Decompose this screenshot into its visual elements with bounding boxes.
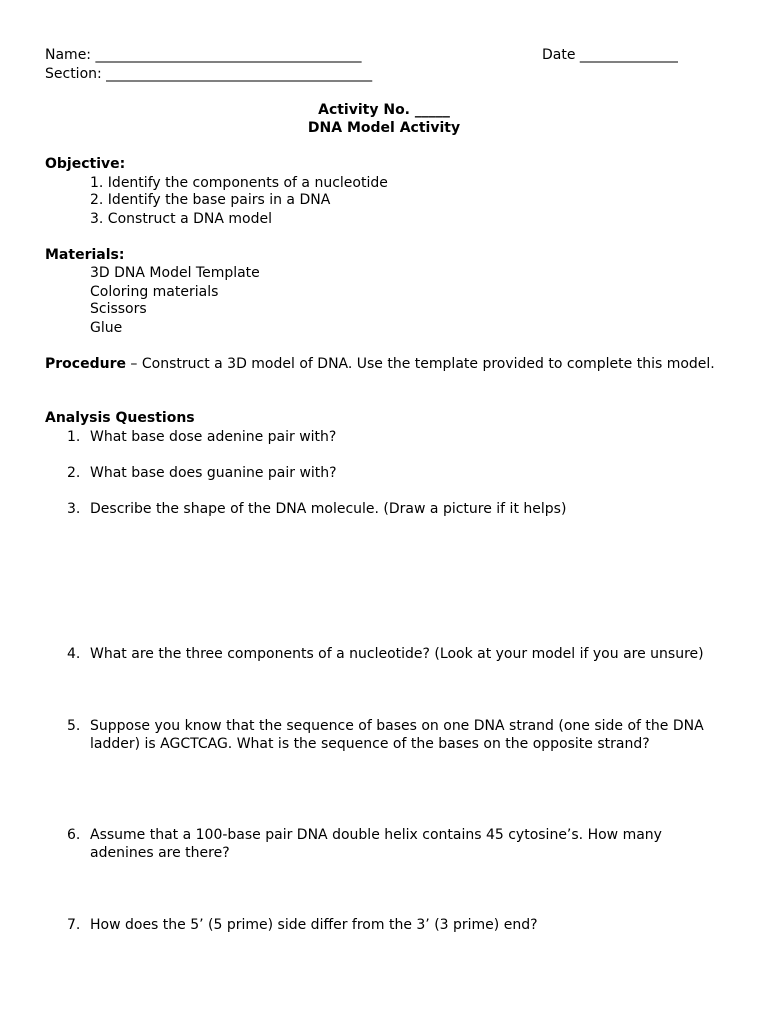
question-number: 4. [67, 646, 81, 662]
name-line: Name: ______________________________________ [45, 47, 362, 63]
analysis-heading: Analysis Questions [45, 410, 195, 426]
date-line: Date ______________ [542, 47, 678, 63]
question-text: What base dose adenine pair with? [90, 429, 337, 445]
material-item: Scissors [90, 301, 147, 317]
question-text: Suppose you know that the sequence of bases on one DNA strand (one side of the DNA ladder) is AGCTCAG. What is the sequence of the bases on the opposite strand? [90, 718, 704, 752]
question-number: 6. [67, 827, 81, 843]
materials-heading: Materials: [45, 247, 125, 263]
objective-item: 1. Identify the components of a nucleotide [90, 175, 388, 191]
objective-item: 3. Construct a DNA model [90, 211, 272, 227]
material-item: Coloring materials [90, 284, 219, 300]
objective-item: 2. Identify the base pairs in a DNA [90, 192, 331, 208]
material-item: Glue [90, 320, 123, 336]
procedure-text: – Construct a 3D model of DNA. Use the template provided to complete this model. [125, 356, 715, 372]
section-line: Section: ______________________________________ [45, 66, 373, 82]
question-text: Describe the shape of the DNA molecule. (Draw a picture if it helps) [90, 501, 567, 517]
procedure-paragraph [45, 355, 725, 373]
question-text: What are the three components of a nucleotide? (Look at your model if you are unsure) [90, 646, 704, 662]
question-number: 2. [67, 465, 81, 481]
objective-heading: Objective: [45, 156, 126, 172]
procedure-heading: Procedure [45, 356, 126, 372]
question-number: 3. [67, 501, 81, 517]
question-text: How does the 5’ (5 prime) side differ from the 3’ (3 prime) end? [90, 917, 538, 933]
question-number: 7. [67, 917, 81, 933]
activity-title: DNA Model Activity [307, 120, 461, 136]
question-number: 5. [67, 718, 81, 734]
question-text: Assume that a 100-base pair DNA double helix contains 45 cytosine’s. How many adenines are there? [90, 827, 662, 861]
material-item: 3D DNA Model Template [90, 265, 260, 281]
question-number: 1. [67, 429, 81, 445]
question-text: What base does guanine pair with? [90, 465, 337, 481]
activity-number: Activity No. _____ [318, 102, 450, 118]
